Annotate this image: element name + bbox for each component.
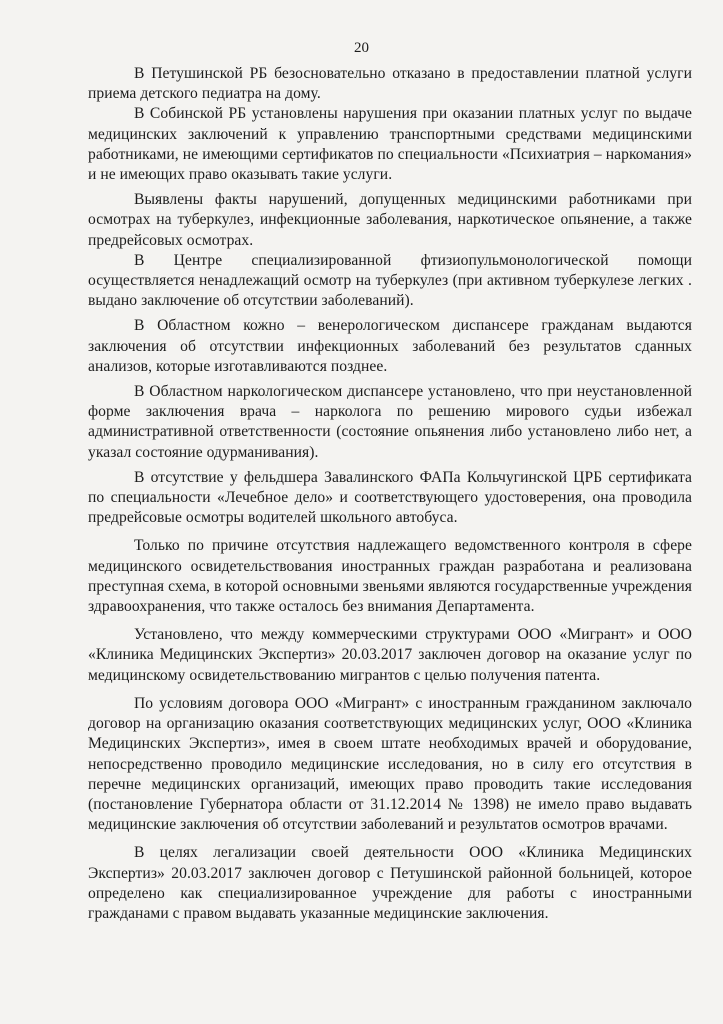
paragraph-contract-terms: По условиям договора ООО «Мигрант» с иностранным гражданином заключало договор на организацию оказания соответствующих медицинских услуг, ООО «Клиника Медицинских Экспертиз», имея в своем штате необходимых врачей и оборудование, непосредственно проводило медицинские исследования, но в силу его отсутствия в перечне медицинских организаций, имеющих право проводить такие исследования (постановление Губернатора области от 31.12.2014 № 1398) не имело право выдавать медицинские заключения об отсутствии заболеваний и результатов осмотров врачами.	[88, 694, 692, 834]
paragraph-tuberculosis-center: В Центре специализированной фтизиопульмонологической помощи осуществляется ненадлежащий осмотр на туберкулез (при активном туберкулезе легких . выдано заключение об отсутствии заболеваний).	[88, 251, 692, 310]
document-body	[88, 64, 692, 924]
page-number: 20	[354, 40, 369, 56]
paragraph-paramedic-certificate: В отсутствие у фельдшера Завалинского ФАПа Кольчугинской ЦРБ сертификата по специальности «Лечебное дело» и соответствующего удостоверения, она проводила предрейсовые осмотры водителей школьного автобуса.	[88, 468, 692, 527]
paragraph-sobinka-violations: В Собинской РБ установлены нарушения при оказании платных услуг по выдаче медицинских заключений к управлению транспортными средствами медицинскими работниками, не имеющими сертификатов по специальности «Психиатрия – наркомания» и не имеющих право оказывать такие услуги.	[88, 105, 692, 184]
paragraph-control-scheme: Только по причине отсутствия надлежащего ведомственного контроля в сфере медицинского освидетельствования иностранных граждан разработана и реализована преступная схема, в которой основными звеньями являются государственные учреждения здравоохранения, что также осталось без внимания Департамента.	[88, 537, 692, 616]
paragraph-migrant-contract: Установлено, что между коммерческими структурами ООО «Мигрант» и ООО «Клиника Медицинских Экспертиз» 20.03.2017 заключен договор на оказание услуг по медицинскому освидетельствованию мигрантов с целью получения патента.	[88, 626, 692, 684]
paragraph-petushki-pediatrician: В Петушинской РБ безосновательно отказано в предоставлении платной услуги приема детского педиатра на дому.	[88, 65, 692, 103]
paragraph-medical-exam-violations: Выявлены факты нарушений, допущенных медицинскими работниками при осмотрах на туберкулез, инфекционные заболевания, наркотическое опьянение, а также предрейсовых осмотрах.	[88, 191, 692, 249]
paragraph-dermatovenerology: В Областном кожно – венерологическом диспансере гражданам выдаются заключения об отсутствии инфекционных заболеваний без результатов сданных анализов, которые изготавливаются позднее.	[88, 317, 692, 375]
paragraph-narcology: В Областном наркологическом диспансере установлено, что при неустановленной форме заключения врача – нарколога по решению мирового судьи избежал административной ответственности (состояние опьянения либо установлено либо нет, а указал состояние одурманивания).	[88, 383, 692, 461]
paragraph-legalization: В целях легализации своей деятельности ООО «Клиника Медицинских Экспертиз» 20.03.2017 заключен договор с Петушинской районной больницей, которое определено как специализированное учреждение для работы с иностранными гражданами с правом выдавать указанные медицинские заключения.	[88, 844, 692, 922]
